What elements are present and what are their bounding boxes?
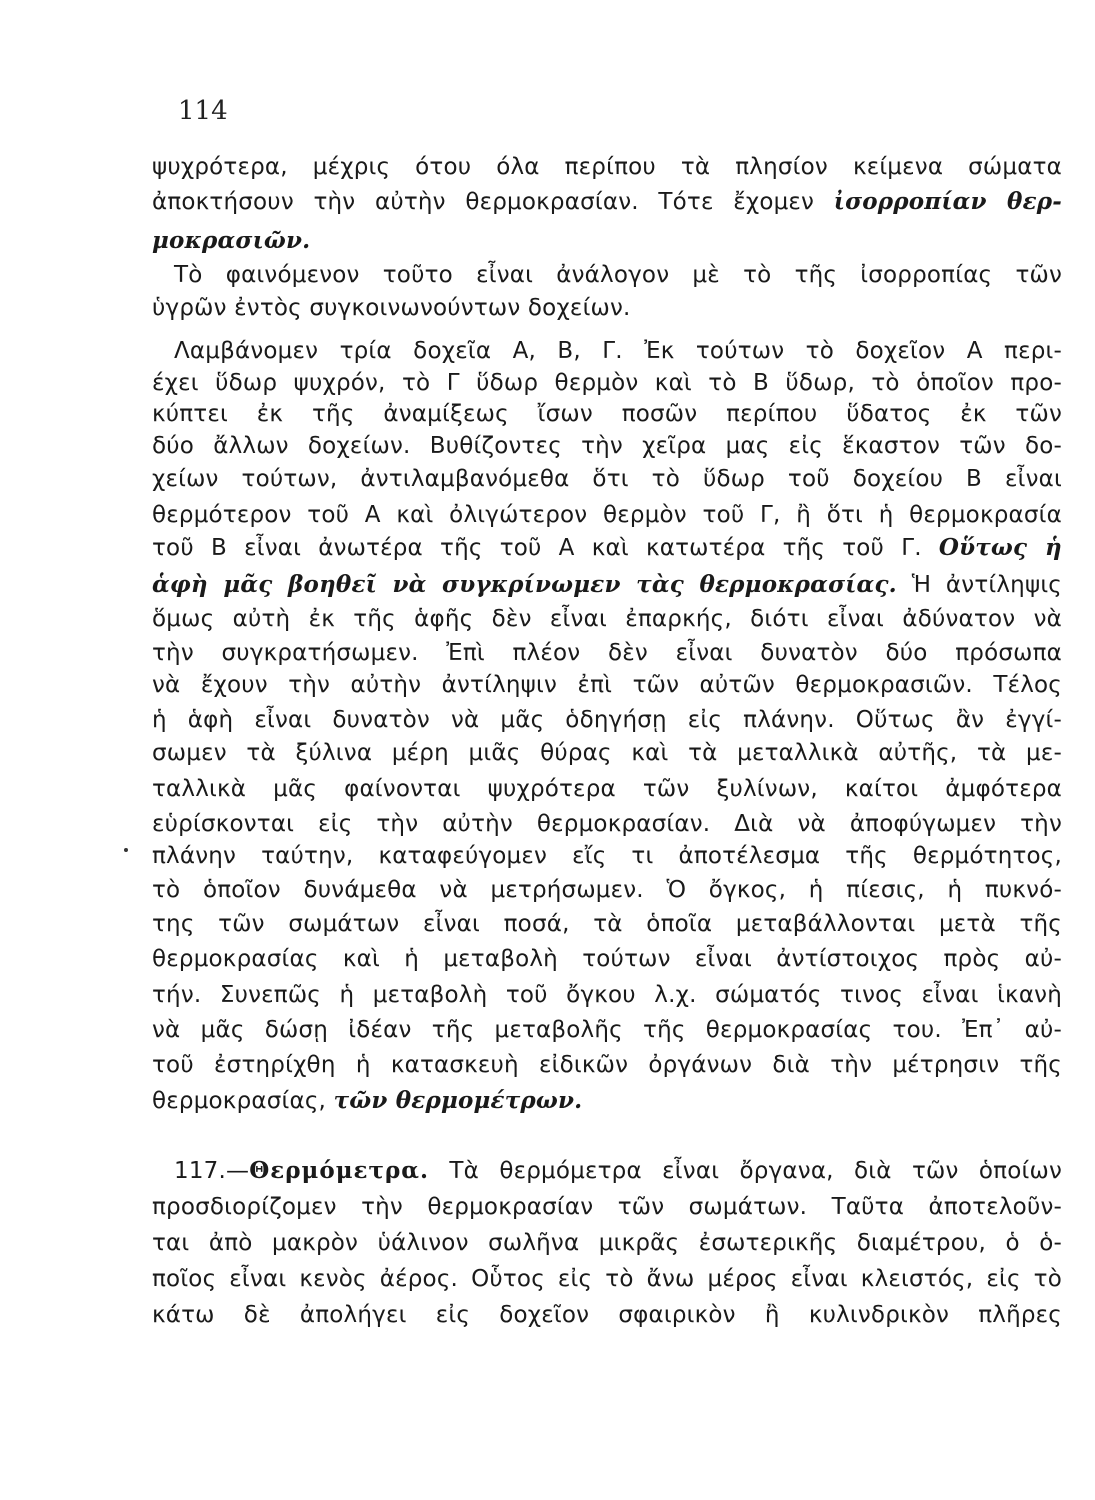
text-span: της τῶν σωμάτων εἶναι ποσά, τὰ ὁποῖα μεταβάλλονται μετὰ τῆς bbox=[152, 911, 1062, 937]
text-span: τὸ ὁποῖον δυνάμεθα νὰ μετρήσωμεν. Ὁ ὄγκος, ἡ πίεσις, ἡ πυκνό- bbox=[152, 877, 1062, 903]
text-span: κάτω δὲ ἀπολήγει εἰς δοχεῖον σφαιρικὸν ἢ κυλινδρικὸν πλῆρες bbox=[152, 1302, 1062, 1328]
text-span: ψυχρότερα, μέχρις ότου όλα περίπου τὰ πλησίον κείμενα σώματα bbox=[152, 154, 1062, 180]
text-line bbox=[152, 604, 1062, 634]
text-span: ται ἀπὸ μακρὸν ὑάλινον σωλῆνα μικρᾶς ἐσωτερικῆς διαμέτρου, ὁ ὁ- bbox=[152, 1230, 1062, 1256]
text-span: πλάνην ταύτην, καταφεύγομεν εἴς τι ἀποτέλεσμα τῆς θερμότητος, bbox=[152, 843, 1062, 869]
text-line bbox=[152, 152, 1062, 182]
text-line bbox=[152, 1228, 1062, 1258]
emphasized-term: Οὕτως ἡ bbox=[938, 534, 1062, 561]
text-line bbox=[152, 705, 1062, 735]
text-line bbox=[152, 841, 1062, 871]
page-number: 114 bbox=[178, 96, 228, 126]
text-line bbox=[152, 909, 1062, 939]
text-line bbox=[152, 293, 1062, 323]
text-span: ποῖος εἶναι κενὸς ἀέρος. Οὗτος εἰς τὸ ἄνω μέρος εἶναι κλειστός, εἰς τὸ bbox=[152, 1266, 1062, 1292]
text-line bbox=[152, 464, 1062, 494]
text-span: τοῦ ἐστηρίχθη ἡ κατασκευὴ εἰδικῶν ὀργάνων διὰ τὴν μέτρησιν τῆς bbox=[152, 1052, 1062, 1078]
text-line bbox=[152, 399, 1062, 429]
text-line bbox=[152, 738, 1062, 768]
text-span: χείων τούτων, ἀντιλαμβανόμεθα ὅτι τὸ ὕδωρ τοῦ δοχείου Β εἶναι bbox=[152, 466, 1062, 492]
text-line bbox=[152, 638, 1062, 668]
text-line bbox=[152, 533, 1062, 563]
text-span: δύο ἄλλων δοχείων. Βυθίζοντες τὴν χεῖρα μας εἰς ἕκαστον τῶν δο- bbox=[152, 433, 1062, 459]
text-span: τὴν συγκρατήσωμεν. Ἐπὶ πλέον δὲν εἶναι δυνατὸν δύο πρόσωπα bbox=[152, 640, 1062, 666]
text-span: Τὰ θερμόμετρα εἶναι ὄργανα, διὰ τῶν ὁποίων bbox=[449, 1158, 1062, 1184]
text-line bbox=[152, 980, 1062, 1010]
text-span: ὑγρῶν ἐντὸς συγκοινωνούντων δοχείων. bbox=[152, 295, 631, 321]
text-span: σωμεν τὰ ξύλινα μέρη μιᾶς θύρας καὶ τὰ μεταλλικὰ αὐτῆς, τὰ με- bbox=[152, 740, 1062, 766]
text-span: εὑρίσκονται εἰς τὴν αὐτὴν θερμοκρασίαν. Διὰ νὰ ἀποφύγωμεν τὴν bbox=[152, 811, 1062, 837]
text-line bbox=[152, 944, 1062, 974]
stray-ink-mark bbox=[124, 848, 128, 852]
text-span: Λαμβάνομεν τρία δοχεῖα Α, Β, Γ. Ἐκ τούτων τὸ δοχεῖον Α περι- bbox=[174, 338, 1062, 364]
text-line bbox=[152, 368, 1062, 398]
text-line bbox=[152, 1300, 1062, 1330]
text-line bbox=[152, 1050, 1062, 1080]
text-span: έχει ὕδωρ ψυχρόν, τὸ Γ ὕδωρ θερμὸν καὶ τὸ Β ὕδωρ, τὸ ὁποῖον προ- bbox=[152, 370, 1062, 396]
text-span: Ἡ ἀντίληψις bbox=[911, 572, 1062, 598]
text-span: θερμότερον τοῦ Α καὶ ὀλιγώτερον θερμὸν τοῦ Γ, ἢ ὅτι ἡ θερμοκρασία bbox=[152, 502, 1062, 528]
text-line bbox=[152, 670, 1062, 700]
text-line bbox=[174, 336, 1062, 366]
text-span: τοῦ Β εἶναι ἀνωτέρα τῆς τοῦ Α καὶ κατωτέρα τῆς τοῦ Γ. bbox=[152, 535, 922, 561]
text-line bbox=[152, 570, 1062, 600]
text-span: θερμοκρασίας, bbox=[152, 1088, 327, 1114]
text-span: ὅμως αὐτὴ ἐκ τῆς ἁφῆς δὲν εἶναι ἐπαρκής, διότι εἶναι ἀδύνατον νὰ bbox=[152, 606, 1062, 632]
text-span: προσδιορίζομεν τὴν θερμοκρασίαν τῶν σωμάτων. Ταῦτα ἀποτελοῦν- bbox=[152, 1194, 1062, 1220]
text-span: ἀποκτήσουν τὴν αὐτὴν θερμοκρασίαν. Τότε ἔχομεν bbox=[152, 189, 815, 215]
text-line bbox=[152, 774, 1062, 804]
section-number: 117.— bbox=[174, 1158, 250, 1184]
text-span: τήν. Συνεπῶς ἡ μεταβολὴ τοῦ ὄγκου λ.χ. σώματός τινος εἶναι ἱκανὴ bbox=[152, 982, 1062, 1008]
text-span: κύπτει ἐκ τῆς ἀναμίξεως ἴσων ποσῶν περίπου ὕδατος ἐκ τῶν bbox=[152, 401, 1062, 427]
text-line bbox=[152, 1192, 1062, 1222]
text-span: νὰ ἔχουν τὴν αὐτὴν ἀντίληψιν ἐπὶ τῶν αὐτῶν θερμοκρασιῶν. Τέλος bbox=[152, 672, 1062, 698]
text-span: νὰ μᾶς δώσῃ ἰδέαν τῆς μεταβολῆς τῆς θερμοκρασίας του. Ἐπ᾿ αὐ- bbox=[152, 1017, 1062, 1043]
emphasized-term: ἰσορροπίαν θερ- bbox=[833, 188, 1063, 215]
text-line bbox=[152, 1264, 1062, 1294]
text-line bbox=[152, 809, 1062, 839]
text-span: θερμοκρασίας καὶ ἡ μεταβολὴ τούτων εἶναι ἀντίστοιχος πρὸς αὐ- bbox=[152, 946, 1062, 972]
text-span: Τὸ φαινόμενον τοῦτο εἶναι ἀνάλογον μὲ τὸ τῆς ἰσορροπίας τῶν bbox=[174, 262, 1062, 288]
text-line bbox=[152, 1086, 1062, 1116]
emphasized-term: ἁφὴ μᾶς βοηθεῖ νὰ συγκρίνωμεν τὰς θερμοκρασίας. bbox=[152, 571, 897, 598]
text-line bbox=[174, 1156, 1062, 1186]
text-line bbox=[152, 875, 1062, 905]
text-line bbox=[152, 226, 1062, 256]
emphasized-term: μοκρασιῶν. bbox=[152, 227, 311, 254]
text-span: ταλλικὰ μᾶς φαίνονται ψυχρότερα τῶν ξυλίνων, καίτοι ἀμφότερα bbox=[152, 776, 1062, 802]
emphasized-term: τῶν θερμομέτρων. bbox=[333, 1087, 583, 1114]
text-line bbox=[152, 187, 1062, 217]
text-line bbox=[152, 500, 1062, 530]
text-line bbox=[174, 260, 1062, 290]
text-span: ἡ ἁφὴ εἶναι δυνατὸν νὰ μᾶς ὁδηγήσῃ εἰς πλάνην. Οὕτως ἂν ἐγγί- bbox=[152, 707, 1062, 733]
section-heading: Θερμόμετρα. bbox=[249, 1157, 430, 1184]
text-line bbox=[152, 1015, 1062, 1045]
text-line bbox=[152, 431, 1062, 461]
